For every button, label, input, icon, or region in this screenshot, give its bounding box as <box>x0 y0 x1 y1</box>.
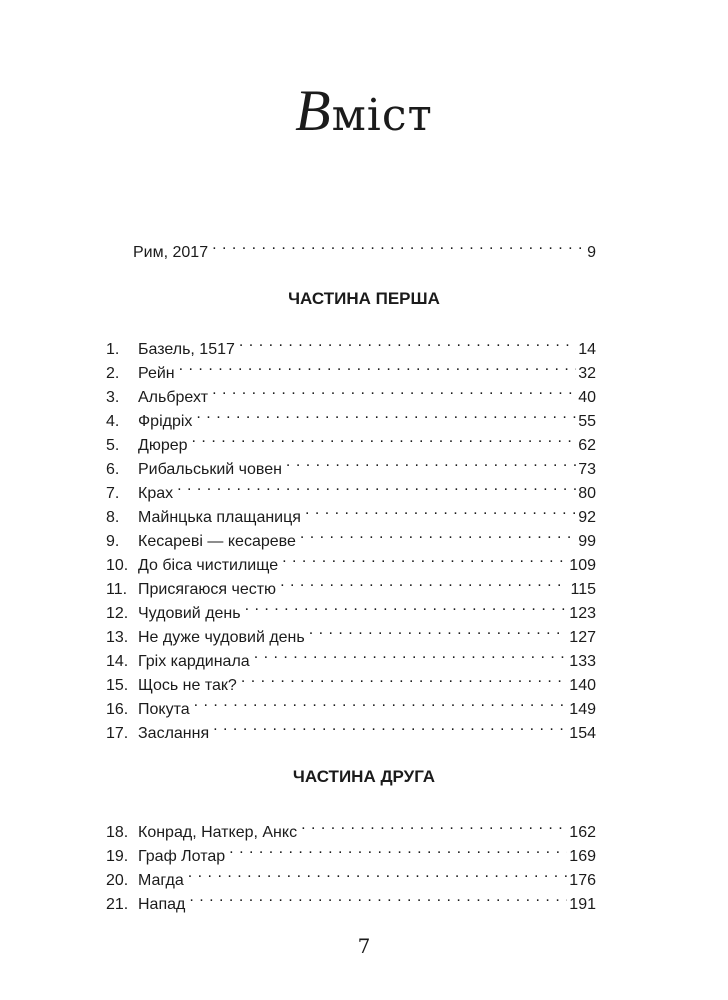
toc-entry-page: 109 <box>569 557 596 574</box>
toc-entry-number: 15. <box>106 677 129 694</box>
dot-leader <box>300 522 576 546</box>
toc-entry-number: 21. <box>106 896 129 913</box>
toc-entry <box>106 594 596 622</box>
dot-leader <box>213 714 567 738</box>
toc-entry-page: 55 <box>578 413 596 430</box>
toc-entry-number: 14. <box>106 653 129 670</box>
page-number: 7 <box>357 934 371 958</box>
toc-entry-label: До біса чистилище <box>138 557 279 574</box>
toc-entry-page: 140 <box>569 677 596 694</box>
toc-entry-number: 5. <box>106 437 120 454</box>
toc-entry-number: 1. <box>106 341 120 358</box>
toc-entry-page: 162 <box>569 824 596 841</box>
toc-entry-page: 32 <box>578 365 596 382</box>
toc-entry-page: 154 <box>569 725 596 742</box>
toc-entry-page: 40 <box>578 389 596 406</box>
toc-entry-label: Базель, 1517 <box>138 341 235 358</box>
part-two-heading: ЧАСТИНА ДРУГА <box>292 767 436 786</box>
toc-entry-page: 149 <box>569 701 596 718</box>
toc-entry-label: Майнцька плащаниця <box>138 509 301 526</box>
toc-entry-page: 115 <box>570 581 596 598</box>
dot-leader <box>179 354 577 378</box>
dot-leader <box>194 690 568 714</box>
dot-leader <box>282 546 567 570</box>
toc-entry-label: Щось не так? <box>138 677 237 694</box>
toc-entry-page: 62 <box>578 437 596 454</box>
dot-leader <box>177 474 576 498</box>
toc-entry <box>106 498 596 526</box>
toc-entry <box>106 813 596 841</box>
toc-entry <box>106 522 596 550</box>
toc-entry <box>106 474 596 502</box>
toc-entry-page: 73 <box>578 461 596 478</box>
toc-entry <box>106 642 596 670</box>
toc-entry-page: 191 <box>569 896 596 913</box>
toc-entry <box>106 378 596 406</box>
title-initial: В <box>295 78 332 143</box>
toc-entry <box>106 570 596 598</box>
dot-leader <box>305 498 576 522</box>
toc-entry-label: Альбрехт <box>138 389 209 406</box>
toc-entry-number: 6. <box>106 461 120 478</box>
toc-entry-number: 17. <box>106 725 129 742</box>
toc-entry-page: 133 <box>569 653 596 670</box>
toc-entry-label: Заслання <box>138 725 210 742</box>
dot-leader <box>301 813 567 837</box>
toc-entry-number: 7. <box>106 485 120 502</box>
dot-leader <box>192 426 577 450</box>
toc-entry <box>106 714 596 742</box>
toc-entry <box>106 837 596 865</box>
toc-entry <box>106 426 596 454</box>
toc-entry-page: 92 <box>578 509 596 526</box>
dot-leader <box>212 233 585 257</box>
toc-entry-number: 18. <box>106 824 129 841</box>
toc-entry-number: 13. <box>106 629 129 646</box>
toc-entry-label: Рим, 2017 <box>133 244 209 261</box>
dot-leader <box>280 570 568 594</box>
toc-entry-label: Гріх кардинала <box>138 653 250 670</box>
part-one-heading: ЧАСТИНА ПЕРША <box>288 289 440 308</box>
toc-entry-label: Конрад, Наткер, Анкс <box>138 824 298 841</box>
dot-leader <box>229 837 567 861</box>
toc-entry-page: 14 <box>578 341 596 358</box>
toc-entry <box>106 354 596 382</box>
toc-entry-label: Присягаюся честю <box>138 581 277 598</box>
toc-entry <box>106 690 596 718</box>
toc-entry-number: 9. <box>106 533 120 550</box>
toc-entry-label: Рибальський човен <box>138 461 282 478</box>
toc-entry-number: 2. <box>106 365 120 382</box>
toc-entry-label: Дюрер <box>138 437 188 454</box>
toc-entry-number: 11. <box>106 581 128 598</box>
toc-entry-label: Рейн <box>138 365 175 382</box>
toc-entry <box>106 546 596 574</box>
dot-leader <box>286 450 576 474</box>
toc-entry-number: 19. <box>106 848 129 865</box>
toc-entry-number: 3. <box>106 389 120 406</box>
toc-entry <box>106 666 596 694</box>
toc-entry-label: Граф Лотар <box>138 848 226 865</box>
toc-entry-label: Напад <box>138 896 186 913</box>
toc-entry <box>106 861 596 889</box>
toc-entry-number: 10. <box>106 557 129 574</box>
toc-entry-number: 20. <box>106 872 129 889</box>
toc-entry-label: Чудовий день <box>138 605 241 622</box>
dot-leader <box>245 594 568 618</box>
toc-entry-label: Кесареві — кесареве <box>138 533 296 550</box>
toc-entry-page: 169 <box>569 848 596 865</box>
dot-leader <box>239 330 576 354</box>
toc-entry-intro <box>133 233 596 261</box>
dot-leader <box>189 885 567 909</box>
toc-entry <box>106 885 596 913</box>
dot-leader <box>212 378 576 402</box>
toc-entry-page: 176 <box>569 872 596 889</box>
title-rest: міст <box>331 90 433 141</box>
toc-entry-label: Фрідріх <box>138 413 193 430</box>
toc-entry <box>106 618 596 646</box>
dot-leader <box>309 618 568 642</box>
toc-entry-number: 16. <box>106 701 129 718</box>
toc-entry-number: 4. <box>106 413 120 430</box>
toc-entry-label: Покута <box>138 701 190 718</box>
toc-entry-number: 12. <box>106 605 129 622</box>
toc-entry-label: Магда <box>138 872 184 889</box>
dot-leader <box>254 642 568 666</box>
toc-entry-page: 127 <box>569 629 596 646</box>
toc-entry <box>106 450 596 478</box>
dot-leader <box>196 402 576 426</box>
toc-entry-page: 80 <box>578 485 596 502</box>
toc-entry-page: 99 <box>578 533 596 550</box>
toc-entry-page: 9 <box>587 244 596 261</box>
toc-entry-label: Крах <box>138 485 174 502</box>
dot-leader <box>188 861 568 885</box>
toc-entry <box>106 402 596 430</box>
page-title <box>0 78 728 143</box>
toc-entry-number: 8. <box>106 509 120 526</box>
toc-entry <box>106 330 596 358</box>
toc-entry-page: 123 <box>569 605 596 622</box>
toc-entry-label: Не дуже чудовий день <box>138 629 305 646</box>
dot-leader <box>241 666 567 690</box>
